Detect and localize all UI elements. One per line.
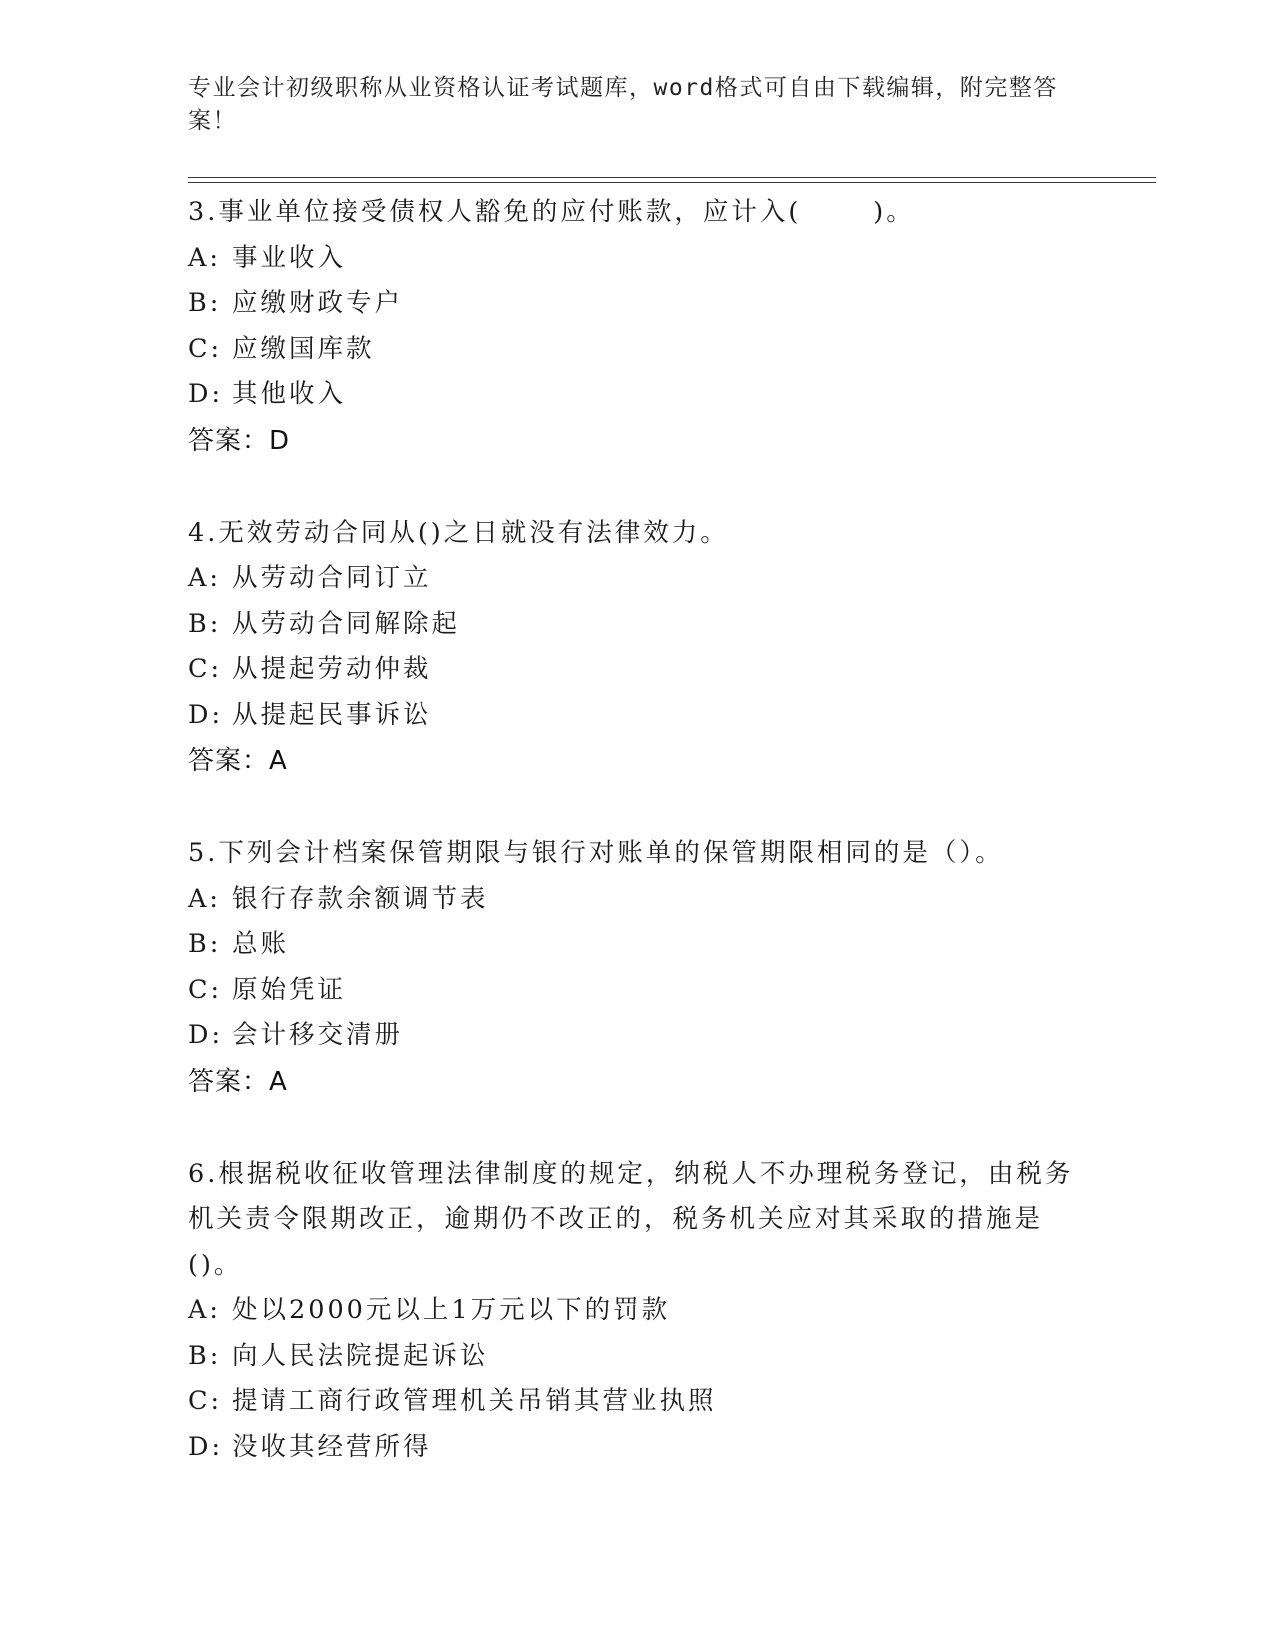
option-text: 总账 <box>232 929 290 959</box>
option-a <box>188 556 1088 602</box>
question-stem: 6.根据税收征收管理法律制度的规定，纳税人不办理税务登记，由税务机关责令限期改正，逾期仍不改正的，税务机关应对其采取的措施是()。 <box>188 1158 1074 1280</box>
option-text: 应缴国库款 <box>232 333 375 364</box>
option-letter: D: <box>188 699 224 730</box>
option-c <box>188 1379 1088 1425</box>
option-c <box>188 968 1088 1014</box>
document-header: 专业会计初级职称从业资格认证考试题库，word格式可自由下载编辑，附完整答案！ <box>188 75 1058 134</box>
answer-line: 答案：A <box>188 746 288 776</box>
option-d <box>188 1013 1088 1059</box>
option-text: 原始凭证 <box>232 974 347 1005</box>
question-stem-before-blank: 3.事业单位接受债权人豁免的应付账款，应计入( <box>188 197 802 227</box>
question-5 <box>188 831 1088 1106</box>
option-text: 银行存款余额调节表 <box>232 883 489 914</box>
option-b <box>188 281 1088 327</box>
header-divider-top <box>188 177 1156 178</box>
option-letter: A: <box>188 242 222 273</box>
option-d <box>188 1425 1088 1471</box>
option-text: 其他收入 <box>232 379 347 409</box>
question-3 <box>188 190 1088 465</box>
question-stem: 4.无效劳动合同从()之日就没有法律效力。 <box>188 517 729 548</box>
option-text: 提请工商行政管理机关吊销其营业执照 <box>232 1386 717 1416</box>
option-letter: A: <box>188 883 222 914</box>
answer-line: 答案：D <box>188 425 291 456</box>
option-b <box>188 922 1088 968</box>
option-letter: A: <box>188 563 222 593</box>
option-text: 从提起劳动仲裁 <box>232 654 432 684</box>
option-d <box>188 693 1088 739</box>
option-letter: B: <box>188 1340 222 1371</box>
question-stem: 5.下列会计档案保管期限与银行对账单的保管期限相同的是（）。 <box>188 838 1004 868</box>
option-text: 从提起民事诉讼 <box>232 699 432 730</box>
option-letter: D: <box>188 379 224 409</box>
option-letter: D: <box>188 1431 224 1462</box>
question-stem-after-blank: )。 <box>873 197 915 227</box>
option-letter: A: <box>188 1295 222 1325</box>
option-text: 从劳动合同订立 <box>232 563 432 593</box>
option-b <box>188 602 1088 648</box>
question-stem <box>188 190 1088 236</box>
option-a <box>188 1288 1088 1334</box>
option-c <box>188 647 1088 693</box>
option-letter: B: <box>188 288 222 318</box>
option-text: 会计移交清册 <box>232 1020 404 1050</box>
option-letter: B: <box>188 608 222 639</box>
option-a <box>188 877 1088 923</box>
option-text: 从劳动合同解除起 <box>232 608 461 639</box>
option-text: 事业收入 <box>232 242 347 273</box>
question-4 <box>188 511 1088 786</box>
option-letter: D: <box>188 1020 224 1050</box>
option-letter: C: <box>188 333 223 364</box>
header-divider-bottom <box>188 182 1156 183</box>
question-list <box>188 190 1088 1470</box>
option-text: 向人民法院提起诉讼 <box>232 1340 489 1371</box>
option-d <box>188 372 1088 418</box>
option-text: 应缴财政专户 <box>232 288 404 318</box>
option-letter: C: <box>188 1386 223 1416</box>
option-text: 处以2000元以上1万元以下的罚款 <box>232 1295 671 1325</box>
question-6 <box>188 1152 1088 1471</box>
option-a <box>188 236 1088 282</box>
option-text: 没收其经营所得 <box>232 1431 432 1462</box>
option-c <box>188 327 1088 373</box>
answer-line: 答案：A <box>188 1066 288 1097</box>
option-letter: C: <box>188 974 223 1005</box>
option-letter: C: <box>188 654 223 684</box>
option-b <box>188 1334 1088 1380</box>
option-letter: B: <box>188 929 222 959</box>
